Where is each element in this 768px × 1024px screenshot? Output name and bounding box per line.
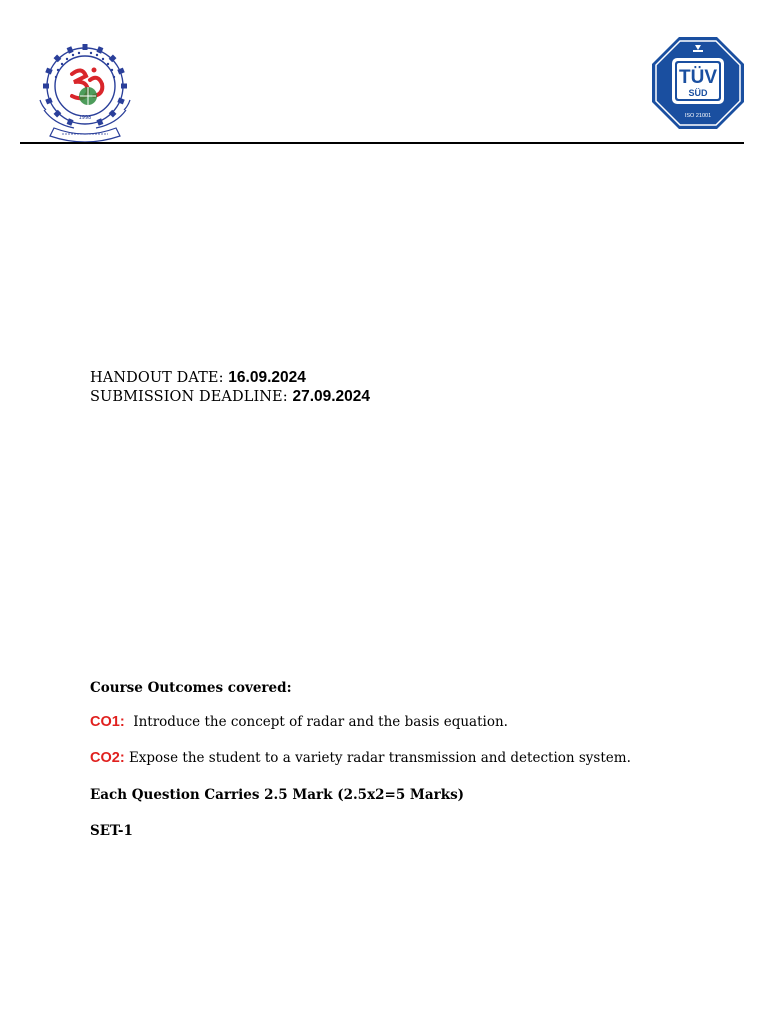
submission-deadline-line [90, 388, 370, 407]
institute-logo [36, 40, 134, 144]
marks-note: Each Question Carries 2.5 Mark (2.5x2=5 Marks) [90, 787, 465, 803]
submission-deadline-label: SUBMISSION DEADLINE: [90, 388, 293, 405]
submission-deadline-value: 27.09.2024 [292, 387, 371, 405]
co2-label: CO2: [90, 750, 125, 766]
handout-date-line [90, 369, 370, 388]
co2-line [90, 749, 631, 767]
emblem-year: 1998 [78, 115, 92, 121]
co1-line [90, 713, 508, 731]
co1-text: Introduce the concept of radar and the basis equation. [124, 714, 508, 730]
set-label: SET-1 [90, 823, 133, 839]
tuv-sud-seal-icon [651, 36, 745, 130]
dates-block [90, 369, 370, 406]
co2-text: Expose the student to a variety radar transmission and detection system. [124, 750, 631, 766]
institute-emblem-icon [36, 40, 134, 144]
sud-text: SÜD [688, 88, 708, 98]
tuv-text: TÜV [679, 67, 717, 88]
co1-label: CO1: [90, 714, 125, 730]
course-outcomes-heading: Course Outcomes covered: [90, 680, 292, 696]
handout-date-label: HANDOUT DATE: [90, 370, 229, 386]
iso-text: ISO 21001 [684, 113, 712, 119]
header-divider [20, 142, 744, 144]
handout-date-value: 16.09.2024 [228, 369, 306, 386]
tuv-sud-logo [651, 36, 745, 130]
